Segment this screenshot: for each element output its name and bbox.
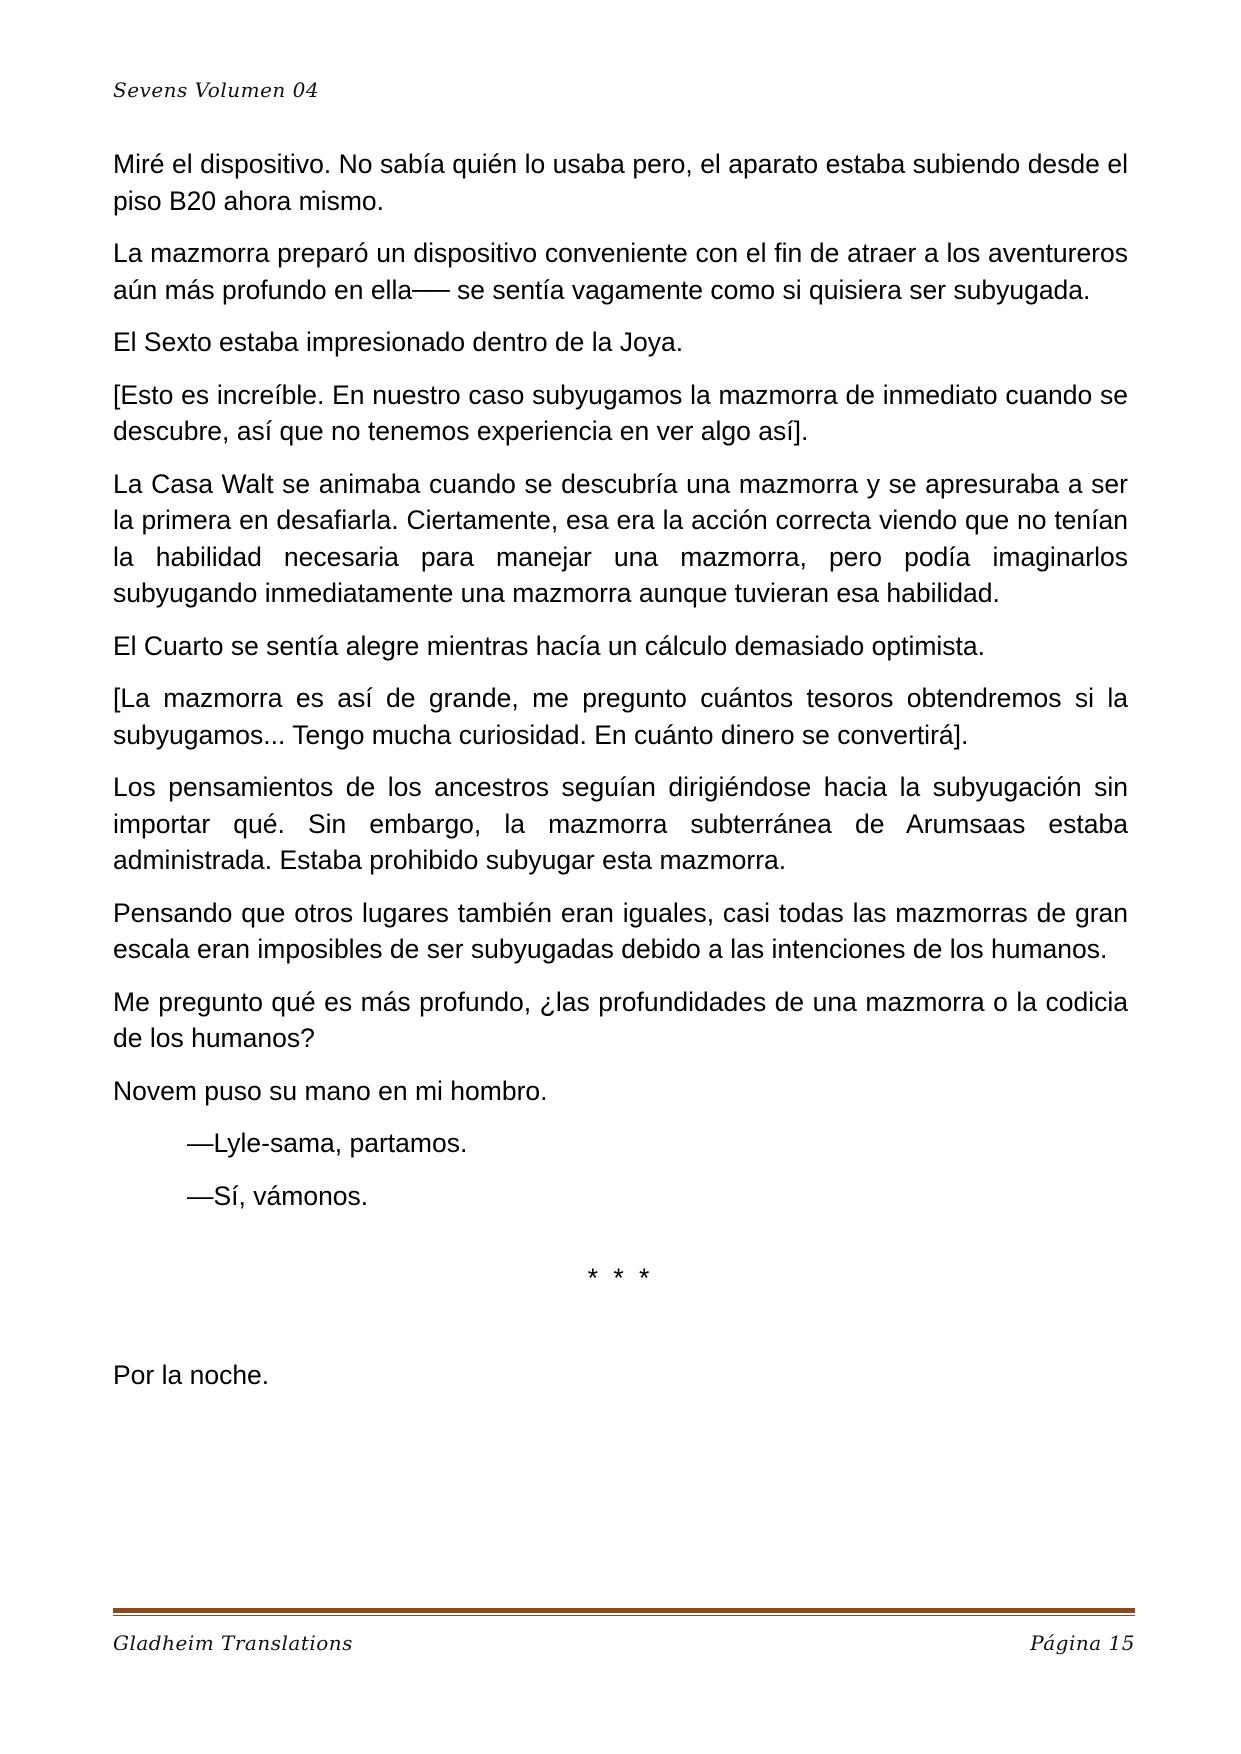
paragraph: Los pensamientos de los ancestros seguían dirigiéndose hacia la subyugación sin importar qué. Sin embargo, la mazmorra subterránea de Arumsaas estaba administrada. Estaba prohibido subyugar esta mazmorra. <box>113 772 1128 875</box>
paragraph: Me pregunto qué es más profundo, ¿las profundidades de una mazmorra o la codicia de los humanos? <box>113 986 1128 1053</box>
footer-rule <box>113 1608 1135 1616</box>
paragraph: [La mazmorra es así de grande, me pregunto cuántos tesoros obtendremos si la subyugamos... Tengo mucha curiosidad. En cuánto dinero se convertirá]. <box>113 683 1128 750</box>
paragraph: La Casa Walt se animaba cuando se descubría una mazmorra y se apresuraba a ser la primera en desafiarla. Ciertamente, esa era la acción correcta viendo que no tenían la habilidad necesaria para manejar una mazmorra, pero podía imaginarlos subyugando inmediatamente una mazmorra aunque tuvieran esa habilidad. <box>113 468 1128 608</box>
footer-rule-thick <box>113 1608 1135 1613</box>
paragraph: La mazmorra preparó un dispositivo conveniente con el fin de atraer a los aventureros aún más profundo en ella── se sentía vagamente como si quisiera ser subyugada. <box>113 238 1128 305</box>
dialogue-line: —Lyle-sama, partamos. <box>187 1128 468 1158</box>
closing-paragraph: Por la noche. <box>113 1359 270 1390</box>
paragraph: Miré el dispositivo. No sabía quién lo usaba pero, el aparato estaba subiendo desde el piso B20 ahora mismo. <box>113 149 1128 216</box>
paragraph: El Cuarto se sentía alegre mientras hacía un cálculo demasiado optimista. <box>113 630 986 661</box>
footer-rule-thin <box>113 1615 1135 1616</box>
paragraph: [Esto es increíble. En nuestro caso subyugamos la mazmorra de inmediato cuando se descubre, así que no tenemos experiencia en ver algo así]. <box>113 379 1128 446</box>
dialogue-line: —Sí, vámonos. <box>187 1180 369 1211</box>
footer-page-number: Página 15 <box>1030 1631 1135 1655</box>
header-title: Sevens Volumen 04 <box>113 78 320 102</box>
paragraph: Pensando que otros lugares también eran iguales, casi todas las mazmorras de gran escala eran imposibles de ser subyugadas debido a las intenciones de los humanos. <box>113 897 1128 964</box>
scene-separator: * * * <box>587 1263 654 1293</box>
paragraph: Novem puso su mano en mi hombro. <box>113 1075 548 1106</box>
document-body <box>113 146 1128 1409</box>
paragraph: El Sexto estaba impresionado dentro de la Joya. <box>113 327 684 357</box>
footer-publisher: Gladheim Translations <box>113 1631 353 1655</box>
